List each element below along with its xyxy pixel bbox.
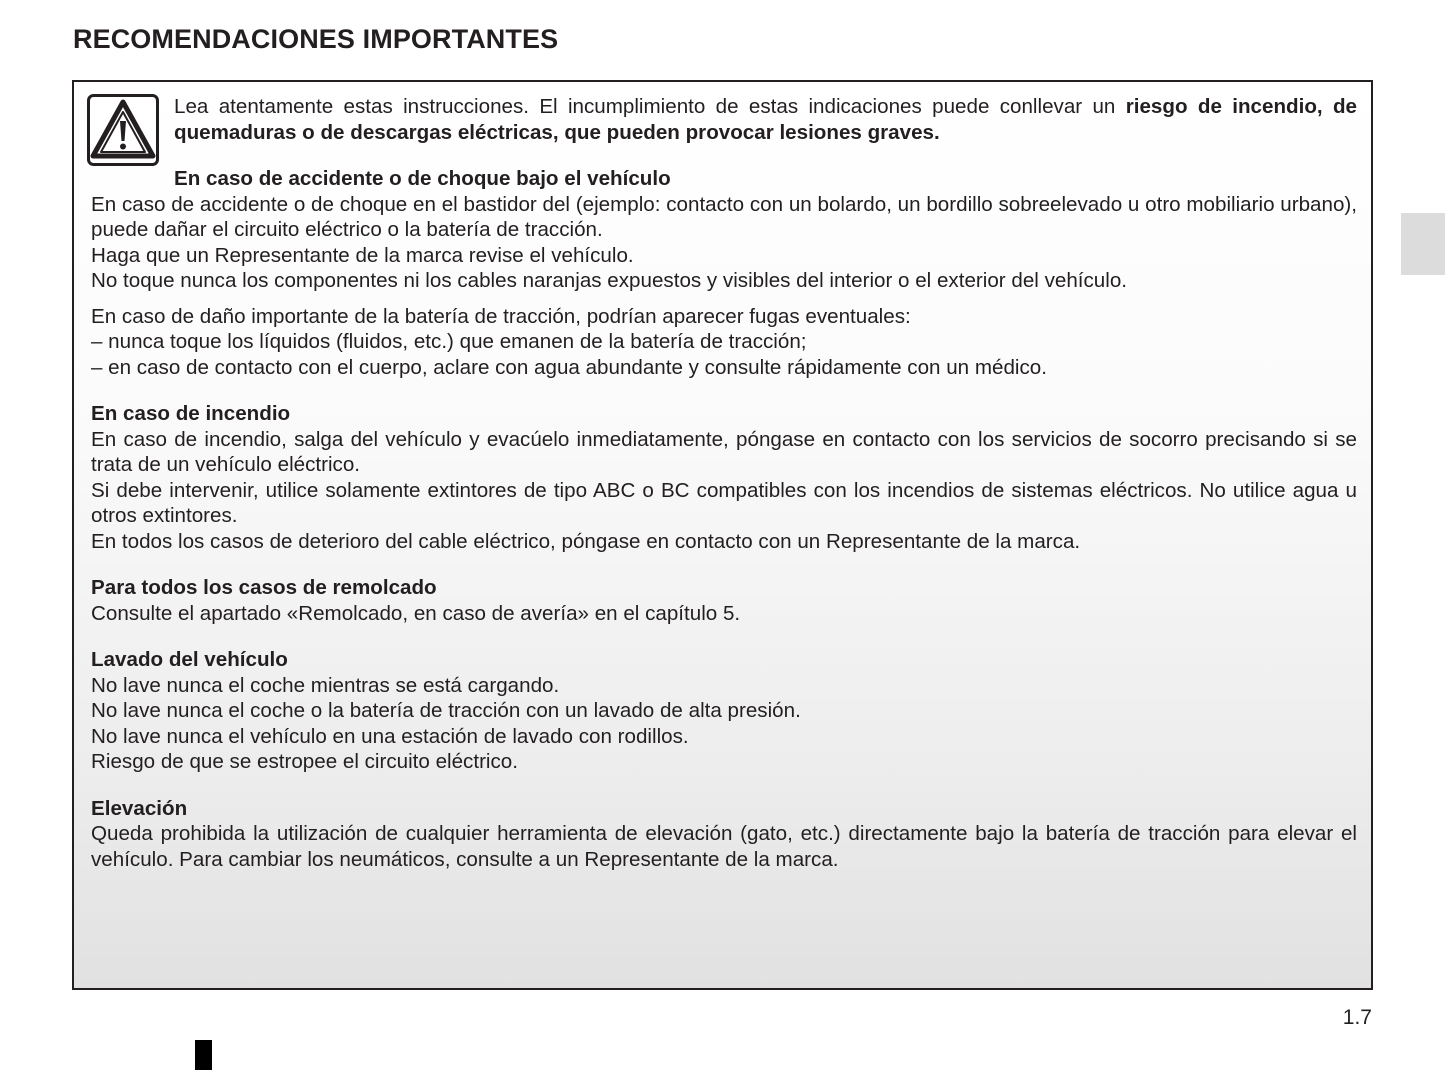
towing-section <box>91 575 1357 626</box>
leaks-item: – en caso de contacto con el cuerpo, aclare con agua abundante y consulte rápidamente con un médico. <box>91 355 1047 379</box>
lifting-section <box>91 796 1357 873</box>
towing-heading: Para todos los casos de remolcado <box>91 576 437 599</box>
washing-text-3: No lave nunca el vehículo en una estación de lavado con rodillos. <box>91 724 689 748</box>
leaks-item: – nunca toque los líquidos (fluidos, etc.) que emanen de la batería de tracción; <box>91 330 807 353</box>
accident-text-3: No toque nunca los componentes ni los cables naranjas expuestos y visibles del interior o el exterior del vehículo. <box>91 269 1127 292</box>
accident-text-1: En caso de accidente o de choque en el bastidor del (ejemplo: contacto con un bolardo, un bordillo sobreelevado u otro mobiliario urbano), puede dañar el circuito eléctrico o la batería de tracción. <box>91 192 1357 241</box>
accident-heading: En caso de accidente o de choque bajo el vehículo <box>174 167 671 190</box>
warning-box <box>72 80 1373 990</box>
page-title: RECOMENDACIONES IMPORTANTES <box>73 24 559 54</box>
page-number: 1.7 <box>1342 1006 1372 1029</box>
washing-text-4: Riesgo de que se estropee el circuito eléctrico. <box>91 750 518 773</box>
towing-text-1: Consulte el apartado «Remolcado, en caso de avería» en el capítulo 5. <box>91 601 741 625</box>
lifting-heading: Elevación <box>91 796 188 820</box>
washing-text-1: No lave nunca el coche mientras se está cargando. <box>91 673 560 697</box>
leaks-intro: En caso de daño importante de la batería de tracción, podrían aparecer fugas eventuales: <box>91 304 911 328</box>
intro-bold-text: riesgo de incendio, de quemaduras o de descargas eléctricas, que pueden provocar lesiones graves. <box>174 95 1357 144</box>
fire-text-1: En caso de incendio, salga del vehículo y evacúelo inmediatamente, póngase en contacto con los servicios de socorro precisando si se trata de un vehículo eléctrico. <box>91 427 1357 476</box>
washing-section <box>91 647 1357 775</box>
fire-section <box>91 401 1357 554</box>
chapter-thumb-tab <box>1401 213 1445 275</box>
washing-text-2: No lave nunca el coche o la batería de tracción con un lavado de alta presión. <box>91 699 801 722</box>
accident-text-2: Haga que un Representante de la marca revise el vehículo. <box>91 243 634 267</box>
lifting-text-1: Queda prohibida la utilización de cualquier herramienta de elevación (gato, etc.) directamente bajo la batería de tracción para elevar el vehículo. Para cambiar los neumáticos, consulte a un Representante de la marca. <box>91 822 1357 871</box>
leaks-section <box>91 304 1357 381</box>
washing-heading: Lavado del vehículo <box>91 648 288 671</box>
warning-content <box>91 94 1357 872</box>
crop-mark <box>195 1040 212 1070</box>
fire-text-3: En todos los casos de deterioro del cable eléctrico, póngase en contacto con un Representante de la marca. <box>91 529 1081 553</box>
fire-heading: En caso de incendio <box>91 402 291 425</box>
fire-text-2: Si debe intervenir, utilice solamente extintores de tipo ABC o BC compatibles con los incendios de sistemas eléctricos. No utilice agua u otros extintores. <box>91 478 1357 527</box>
intro-text: Lea atentamente estas instrucciones. El incumplimiento de estas indicaciones puede conllevar un <box>174 95 1126 118</box>
warning-intro <box>174 94 1357 145</box>
